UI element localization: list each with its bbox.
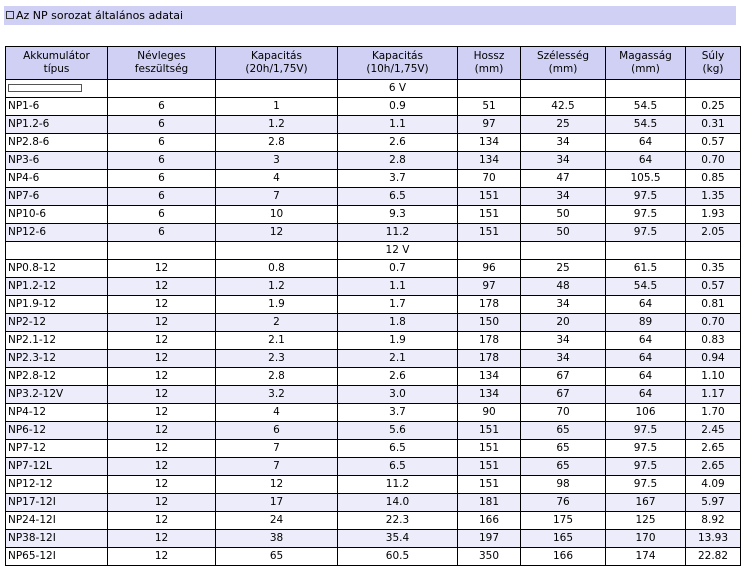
table-cell: 174 <box>606 548 686 566</box>
table-cell: 97.5 <box>606 476 686 494</box>
column-header <box>338 47 458 80</box>
battery-type-cell: NP1.9-12 <box>6 296 108 314</box>
table-cell: 0.31 <box>686 116 741 134</box>
table-cell: 7 <box>216 458 338 476</box>
column-header-line: Szélesség <box>536 50 590 62</box>
table-row <box>6 296 741 314</box>
table-cell: 12 <box>108 422 216 440</box>
section-title-bar <box>4 6 736 25</box>
battery-type-cell: NP2.3-12 <box>6 350 108 368</box>
battery-type-cell: NP10-6 <box>6 206 108 224</box>
table-cell: 1.7 <box>338 296 458 314</box>
table-cell: 64 <box>606 152 686 170</box>
battery-type-cell: NP3.2-12V <box>6 386 108 404</box>
table-cell: 64 <box>606 134 686 152</box>
table-cell: 98 <box>521 476 606 494</box>
table-cell: 25 <box>521 116 606 134</box>
table-cell: 175 <box>521 512 606 530</box>
table-cell: 12 <box>108 548 216 566</box>
table-cell: 178 <box>458 350 521 368</box>
table-cell: 70 <box>521 404 606 422</box>
table-cell: 134 <box>458 386 521 404</box>
table-cell: 6 <box>108 206 216 224</box>
battery-type-cell: NP12-6 <box>6 224 108 242</box>
table-cell: 0.70 <box>686 152 741 170</box>
table-cell: 0.85 <box>686 170 741 188</box>
table-cell: 166 <box>458 512 521 530</box>
battery-type-cell: NP1.2-12 <box>6 278 108 296</box>
battery-type-cell: NP6-12 <box>6 422 108 440</box>
table-cell: 17 <box>216 494 338 512</box>
table-cell: 1.9 <box>216 296 338 314</box>
battery-type-cell: NP1.2-6 <box>6 116 108 134</box>
table-row <box>6 188 741 206</box>
table-cell: 0.25 <box>686 98 741 116</box>
table-cell: 42.5 <box>521 98 606 116</box>
table-cell: 7 <box>216 440 338 458</box>
table-row <box>6 206 741 224</box>
battery-type-cell: NP2.8-6 <box>6 134 108 152</box>
table-cell: 54.5 <box>606 278 686 296</box>
table-cell: 10 <box>216 206 338 224</box>
table-cell: 2.45 <box>686 422 741 440</box>
table-cell: 150 <box>458 314 521 332</box>
table-cell: 13.93 <box>686 530 741 548</box>
checkbox-icon[interactable] <box>6 11 14 19</box>
table-cell: 12 <box>108 476 216 494</box>
battery-type-cell: NP4-12 <box>6 404 108 422</box>
table-cell: 0.7 <box>338 260 458 278</box>
table-cell: 1.93 <box>686 206 741 224</box>
table-cell: 67 <box>521 386 606 404</box>
table-cell <box>6 242 108 260</box>
table-cell: 12 <box>108 296 216 314</box>
table-cell: 24 <box>216 512 338 530</box>
table-cell: 34 <box>521 296 606 314</box>
table-cell: 0.70 <box>686 314 741 332</box>
column-header-line: (20h/1,75V) <box>245 63 308 75</box>
table-cell <box>6 80 108 98</box>
battery-type-cell: NP3-6 <box>6 152 108 170</box>
table-cell: 2 <box>216 314 338 332</box>
table-cell: 6 <box>108 98 216 116</box>
table-row <box>6 494 741 512</box>
table-cell: 6 <box>108 224 216 242</box>
table-cell: 2.6 <box>338 134 458 152</box>
table-cell: 34 <box>521 152 606 170</box>
table-cell: 178 <box>458 332 521 350</box>
table-row <box>6 278 741 296</box>
column-header <box>521 47 606 80</box>
table-cell: 97.5 <box>606 422 686 440</box>
table-cell: 6 <box>108 152 216 170</box>
battery-type-cell: NP2.8-12 <box>6 368 108 386</box>
table-cell: 2.8 <box>216 134 338 152</box>
table-cell: 105.5 <box>606 170 686 188</box>
table-cell: 64 <box>606 296 686 314</box>
table-cell: 167 <box>606 494 686 512</box>
table-cell: 2.8 <box>216 368 338 386</box>
table-cell: 2.65 <box>686 458 741 476</box>
table-cell: 1.2 <box>216 116 338 134</box>
battery-type-cell: NP7-12 <box>6 440 108 458</box>
column-header-line: (mm) <box>548 63 578 75</box>
table-cell: 64 <box>606 332 686 350</box>
battery-type-cell: NP24-12I <box>6 512 108 530</box>
table-cell: 12 <box>108 440 216 458</box>
table-row <box>6 368 741 386</box>
battery-type-cell: NP0.8-12 <box>6 260 108 278</box>
table-cell: 60.5 <box>338 548 458 566</box>
table-cell: 65 <box>521 440 606 458</box>
table-row <box>6 98 741 116</box>
table-cell: 0.81 <box>686 296 741 314</box>
table-cell: 165 <box>521 530 606 548</box>
table-cell: 151 <box>458 188 521 206</box>
table-cell <box>458 80 521 98</box>
column-header-line: (kg) <box>702 63 724 75</box>
table-cell: 0.35 <box>686 260 741 278</box>
table-cell: 11.2 <box>338 224 458 242</box>
filter-input-box[interactable] <box>8 84 82 92</box>
table-cell: 61.5 <box>606 260 686 278</box>
table-cell <box>521 242 606 260</box>
table-cell: 0.94 <box>686 350 741 368</box>
table-cell: 1.1 <box>338 116 458 134</box>
table-cell: 14.0 <box>338 494 458 512</box>
table-row <box>6 134 741 152</box>
table-cell: 151 <box>458 476 521 494</box>
table-cell: 6.5 <box>338 440 458 458</box>
table-cell: 2.05 <box>686 224 741 242</box>
table-cell: 1.35 <box>686 188 741 206</box>
table-cell: 4.09 <box>686 476 741 494</box>
table-cell: 65 <box>521 422 606 440</box>
table-cell: 22.3 <box>338 512 458 530</box>
section-title: Az NP sorozat általános adatai <box>16 9 184 22</box>
table-cell: 67 <box>521 368 606 386</box>
column-header-line: Kapacitás <box>251 50 302 62</box>
voltage-group-label: 12 V <box>338 242 458 260</box>
table-cell: 50 <box>521 224 606 242</box>
table-cell: 12 <box>108 494 216 512</box>
table-cell: 3.7 <box>338 170 458 188</box>
column-header-line: Súly <box>701 50 725 62</box>
table-cell: 151 <box>458 224 521 242</box>
table-cell <box>606 242 686 260</box>
battery-type-cell: NP1-6 <box>6 98 108 116</box>
table-cell: 9.3 <box>338 206 458 224</box>
table-cell: 6 <box>108 188 216 206</box>
table-row <box>6 152 741 170</box>
table-cell: 1.8 <box>338 314 458 332</box>
column-header-line: Névleges <box>137 50 186 62</box>
table-cell: 1.17 <box>686 386 741 404</box>
table-cell: 12 <box>108 332 216 350</box>
table-cell: 34 <box>521 134 606 152</box>
battery-type-cell: NP2.1-12 <box>6 332 108 350</box>
table-row <box>6 332 741 350</box>
table-cell: 47 <box>521 170 606 188</box>
column-header <box>606 47 686 80</box>
table-row <box>6 170 741 188</box>
table-cell: 106 <box>606 404 686 422</box>
table-cell: 134 <box>458 152 521 170</box>
table-cell: 90 <box>458 404 521 422</box>
table-cell: 7 <box>216 188 338 206</box>
table-row <box>6 350 741 368</box>
table-cell: 96 <box>458 260 521 278</box>
battery-type-cell: NP38-12I <box>6 530 108 548</box>
table-cell: 2.8 <box>338 152 458 170</box>
column-header <box>458 47 521 80</box>
table-cell <box>108 80 216 98</box>
column-header-line: Kapacitás <box>372 50 423 62</box>
table-cell: 54.5 <box>606 98 686 116</box>
table-cell: 170 <box>606 530 686 548</box>
table-cell: 12 <box>108 278 216 296</box>
table-cell: 6 <box>216 422 338 440</box>
table-cell: 97 <box>458 116 521 134</box>
table-cell: 12 <box>108 512 216 530</box>
table-cell: 3 <box>216 152 338 170</box>
table-row <box>6 260 741 278</box>
table-cell: 6.5 <box>338 188 458 206</box>
table-cell: 35.4 <box>338 530 458 548</box>
voltage-group-row <box>6 80 741 98</box>
table-cell <box>108 242 216 260</box>
table-cell: 12 <box>216 224 338 242</box>
table-cell: 2.6 <box>338 368 458 386</box>
table-cell: 64 <box>606 386 686 404</box>
table-cell: 6.5 <box>338 458 458 476</box>
table-cell: 0.9 <box>338 98 458 116</box>
table-cell: 4 <box>216 170 338 188</box>
column-header-line: (mm) <box>474 63 504 75</box>
table-row <box>6 386 741 404</box>
table-row <box>6 458 741 476</box>
table-cell <box>686 80 741 98</box>
table-cell: 12 <box>108 386 216 404</box>
table-cell: 350 <box>458 548 521 566</box>
column-header-line: (mm) <box>631 63 660 75</box>
table-row <box>6 422 741 440</box>
column-header-line: Akkumulátor <box>23 50 90 62</box>
battery-type-cell: NP17-12I <box>6 494 108 512</box>
battery-type-cell: NP7-12L <box>6 458 108 476</box>
table-body <box>6 80 741 566</box>
table-cell: 0.57 <box>686 134 741 152</box>
table-cell: 1.70 <box>686 404 741 422</box>
table-cell: 178 <box>458 296 521 314</box>
table-row <box>6 476 741 494</box>
table-cell: 4 <box>216 404 338 422</box>
table-cell <box>686 242 741 260</box>
table-cell: 65 <box>216 548 338 566</box>
table-cell: 5.97 <box>686 494 741 512</box>
battery-type-cell: NP2-12 <box>6 314 108 332</box>
table-cell: 151 <box>458 422 521 440</box>
table-cell: 1.1 <box>338 278 458 296</box>
table-cell: 70 <box>458 170 521 188</box>
table-row <box>6 224 741 242</box>
table-cell: 3.2 <box>216 386 338 404</box>
table-cell: 3.0 <box>338 386 458 404</box>
voltage-group-row <box>6 242 741 260</box>
table-cell: 20 <box>521 314 606 332</box>
table-cell: 51 <box>458 98 521 116</box>
column-header-line: Magasság <box>619 50 672 62</box>
table-cell: 5.6 <box>338 422 458 440</box>
column-header-line: (10h/1,75V) <box>366 63 429 75</box>
table-cell: 0.57 <box>686 278 741 296</box>
battery-spec-table <box>5 46 741 566</box>
table-cell: 97 <box>458 278 521 296</box>
table-row <box>6 404 741 422</box>
table-cell: 134 <box>458 134 521 152</box>
table-row <box>6 116 741 134</box>
battery-type-cell: NP7-6 <box>6 188 108 206</box>
table-cell <box>458 242 521 260</box>
table-cell: 89 <box>606 314 686 332</box>
table-cell: 151 <box>458 206 521 224</box>
table-cell: 97.5 <box>606 440 686 458</box>
table-cell: 134 <box>458 368 521 386</box>
table-cell: 48 <box>521 278 606 296</box>
table-row <box>6 512 741 530</box>
table-cell: 97.5 <box>606 188 686 206</box>
column-header-line: Hossz <box>473 50 505 62</box>
table-cell: 11.2 <box>338 476 458 494</box>
table-cell: 12 <box>216 476 338 494</box>
table-cell: 125 <box>606 512 686 530</box>
table-cell: 54.5 <box>606 116 686 134</box>
table-cell: 76 <box>521 494 606 512</box>
column-header <box>6 47 108 80</box>
table-cell: 22.82 <box>686 548 741 566</box>
table-cell: 1 <box>216 98 338 116</box>
table-cell: 12 <box>108 404 216 422</box>
table-cell: 12 <box>108 350 216 368</box>
table-cell: 181 <box>458 494 521 512</box>
table-cell: 2.1 <box>338 350 458 368</box>
table-row <box>6 314 741 332</box>
table-row <box>6 530 741 548</box>
table-cell: 2.3 <box>216 350 338 368</box>
table-cell: 38 <box>216 530 338 548</box>
table-cell: 25 <box>521 260 606 278</box>
table-row <box>6 548 741 566</box>
table-cell: 1.2 <box>216 278 338 296</box>
table-cell: 1.9 <box>338 332 458 350</box>
table-cell: 0.83 <box>686 332 741 350</box>
table-cell: 8.92 <box>686 512 741 530</box>
table-cell: 2.65 <box>686 440 741 458</box>
column-header <box>108 47 216 80</box>
table-cell: 65 <box>521 458 606 476</box>
battery-type-cell: NP65-12I <box>6 548 108 566</box>
table-cell <box>606 80 686 98</box>
table-cell: 97.5 <box>606 224 686 242</box>
table-cell: 12 <box>108 530 216 548</box>
table-cell: 12 <box>108 368 216 386</box>
table-cell <box>216 242 338 260</box>
table-header-row <box>6 47 741 80</box>
battery-type-cell: NP4-6 <box>6 170 108 188</box>
table-cell: 34 <box>521 332 606 350</box>
table-cell: 34 <box>521 350 606 368</box>
voltage-group-label: 6 V <box>338 80 458 98</box>
battery-type-cell: NP12-12 <box>6 476 108 494</box>
table-cell: 6 <box>108 134 216 152</box>
table-cell: 34 <box>521 188 606 206</box>
table-cell: 12 <box>108 260 216 278</box>
table-cell: 151 <box>458 440 521 458</box>
table-cell: 50 <box>521 206 606 224</box>
table-cell: 64 <box>606 368 686 386</box>
table-cell: 12 <box>108 458 216 476</box>
table-cell: 6 <box>108 116 216 134</box>
column-header-line: feszültség <box>134 63 189 75</box>
table-cell: 6 <box>108 170 216 188</box>
table-cell: 64 <box>606 350 686 368</box>
table-cell: 166 <box>521 548 606 566</box>
table-cell: 151 <box>458 458 521 476</box>
table-cell: 1.10 <box>686 368 741 386</box>
table-cell <box>521 80 606 98</box>
table-row <box>6 440 741 458</box>
column-header <box>216 47 338 80</box>
table-cell: 3.7 <box>338 404 458 422</box>
column-header <box>686 47 741 80</box>
table-cell <box>216 80 338 98</box>
table-cell: 197 <box>458 530 521 548</box>
table-cell: 2.1 <box>216 332 338 350</box>
table-cell: 12 <box>108 314 216 332</box>
table-cell: 97.5 <box>606 458 686 476</box>
table-cell: 97.5 <box>606 206 686 224</box>
column-header-line: típus <box>43 63 70 75</box>
table-cell: 0.8 <box>216 260 338 278</box>
